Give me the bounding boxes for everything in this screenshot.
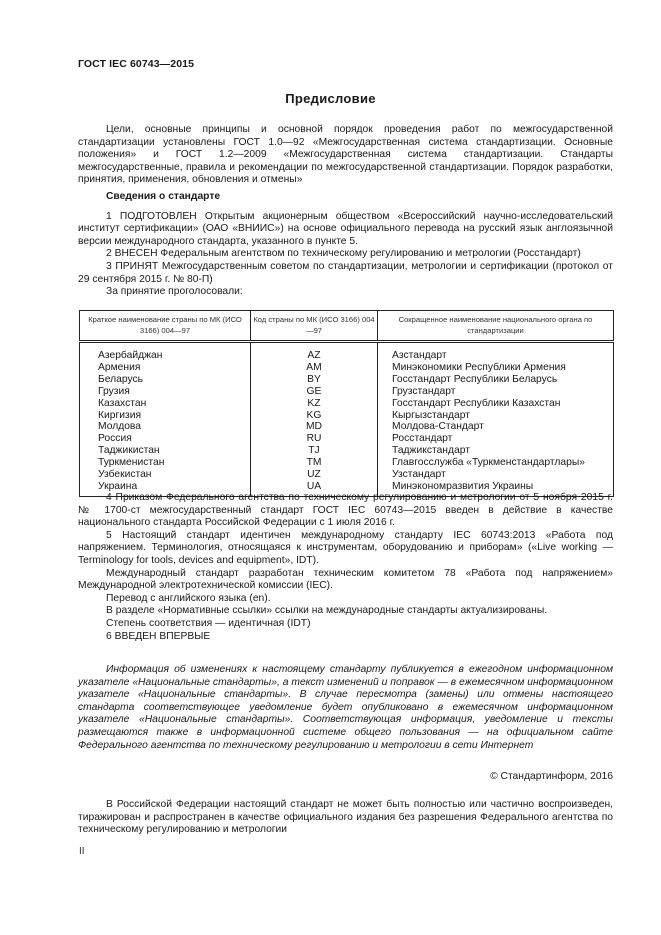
country-cell: Беларусь — [80, 374, 251, 386]
table-row — [80, 469, 614, 481]
country-cell: Грузия — [80, 386, 251, 398]
agency-cell: Кыргызстандарт — [378, 410, 614, 422]
code-cell: AM — [251, 362, 378, 374]
code-cell: KG — [251, 410, 378, 422]
table-row — [80, 410, 614, 422]
agency-cell: Госстандарт Республики Казахстан — [378, 398, 614, 410]
intro-section — [78, 124, 613, 187]
table-header-row — [80, 311, 614, 342]
country-cell: Туркменистан — [80, 457, 251, 469]
country-cell: Киргизия — [80, 410, 251, 422]
restriction-paragraph: В Российской Федерации настоящий стандарт не может быть полностью или частично воспроизведен, тиражирован и распространен в качестве официального издания без разрешения Федерального агентства по техническому регулированию и метрологии — [78, 799, 613, 836]
code-cell: BY — [251, 374, 378, 386]
table-row — [80, 421, 614, 433]
implementation-section — [78, 492, 613, 643]
agency-cell: Узстандарт — [378, 469, 614, 481]
column-header-code: Код страны по МК (ИСО 3166) 004—97 — [251, 311, 378, 342]
code-cell: UA — [251, 481, 378, 496]
table-row — [80, 398, 614, 410]
agency-cell: Главгосслужба «Туркменстандартлары» — [378, 457, 614, 469]
item-4-paragraph: 4 Приказом Федерального агентства по техническому регулированию и метрологии от 5 ноября 2015 г. № 1700-ст межгосударственный стандарт ГОСТ IEC 60743—2015 введен в действие в качестве национального стандарта Российской Федерации с 1 июля 2016 г. — [78, 492, 613, 529]
table-row — [80, 374, 614, 386]
column-header-country: Краткое наименование страны по МК (ИСО 3166) 004—97 — [80, 311, 251, 342]
item-5-references-paragraph: В разделе «Нормативные ссылки» ссылки на международные стандарты актуализированы. — [106, 605, 548, 617]
copyright-text: © Стандартинформ, 2016 — [490, 771, 613, 782]
document-code: ГОСТ IEC 60743—2015 — [78, 58, 195, 70]
code-cell: MD — [251, 421, 378, 433]
item-6-paragraph: 6 ВВЕДЕН ВПЕРВЫЕ — [106, 630, 211, 642]
agency-cell: Молдова-Стандарт — [378, 421, 614, 433]
copyright-line — [78, 771, 613, 784]
page-number: II — [79, 846, 85, 857]
item-3-paragraph: 3 ПРИНЯТ Межгосударственным советом по стандартизации, метрологии и сертификации (протокол от 29 сентября 2015 г. № 80-П) — [78, 260, 613, 285]
agency-cell: Госстандарт Республики Беларусь — [378, 374, 614, 386]
voting-table — [79, 310, 614, 497]
standard-info-section — [78, 191, 613, 299]
table-row — [80, 457, 614, 469]
agency-cell: Грузстандарт — [378, 386, 614, 398]
info-heading: Сведения о стандарте — [106, 191, 221, 202]
column-header-agency: Сокращенное наименование национального органа по стандартизации — [378, 311, 614, 342]
code-cell: TM — [251, 457, 378, 469]
country-cell: Россия — [80, 433, 251, 445]
page-title: Предисловие — [285, 91, 376, 106]
agency-cell: Минэкономики Республики Армения — [378, 362, 614, 374]
table-row — [80, 362, 614, 374]
agency-cell: Минэкономразвития Украины — [378, 481, 614, 496]
country-cell: Украина — [80, 481, 251, 496]
notice-paragraph: Информация об изменениях к настоящему стандарту публикуется в ежегодном информационном указателе «Национальные стандарты», а текст изменений и поправок — в ежемесячном информационном указателе «Национальные стандарты». В случае пересмотра (замены) или отмены настоящего стандарта соответствующее уведомление будет опубликовано в ежемесячном информационном указателе «Национальные стандарты». Соответствующая информация, уведомление и тексты размещаются также в информационной системе общего пользования — на официальном сайте Федерального агентства по техническому регулированию и метрологии в сети Интернет — [78, 664, 613, 751]
country-cell: Азербайджан — [80, 342, 251, 362]
table-row — [80, 445, 614, 457]
item-5-committee-paragraph: Международный стандарт разработан техническим комитетом 78 «Работа под напряжением» Международной электротехнической комиссии (IEC). — [78, 567, 613, 592]
vote-label: За принятие проголосовали: — [106, 286, 243, 298]
country-cell: Узбекистан — [80, 469, 251, 481]
table-row — [80, 433, 614, 445]
code-cell: AZ — [251, 342, 378, 362]
item-5-paragraph: 5 Настоящий стандарт идентичен международному стандарту IEC 60743:2013 «Работа под напряжением. Терминология, относящаяся к инструментам, оборудованию и приборам» («Live working — Terminology for tools, devices and equipment», IDT). — [78, 529, 613, 566]
item-2-paragraph: 2 ВНЕСЕН Федеральным агентством по техническому регулированию и метрологии (Росстандарт) — [106, 248, 581, 260]
table-row — [80, 386, 614, 398]
code-cell: UZ — [251, 469, 378, 481]
country-cell: Армения — [80, 362, 251, 374]
table-row — [80, 342, 614, 362]
item-1-paragraph: 1 ПОДГОТОВЛЕН Открытым акционерным обществом «Всероссийский научно-исследовательский институт сертификации» (ОАО «ВНИИС») на основе официального перевода на русский язык англоязычной версии международного стандарта, указанного в пункте 5. — [78, 210, 613, 247]
item-5-conformity-paragraph: Степень соответствия — идентичная (IDT) — [106, 617, 311, 629]
notice-section — [78, 664, 613, 752]
code-cell: KZ — [251, 398, 378, 410]
country-cell: Таджикистан — [80, 445, 251, 457]
country-cell: Казахстан — [80, 398, 251, 410]
code-cell: TJ — [251, 445, 378, 457]
item-5-translation-paragraph: Перевод с английского языка (en). — [106, 592, 271, 604]
code-cell: RU — [251, 433, 378, 445]
intro-paragraph: Цели, основные принципы и основной порядок проведения работ по межгосударственной стандартизации установлены ГОСТ 1.0—92 «Межгосударственная система стандартизации. Основные положения» и ГОСТ 1.2—2009 «Межгосударственная система стандартизации. Стандарты межгосударственные, правила и рекомендации по межгосударственной стандартизации. Порядок разработки, принятия, применения, обновления и отмены» — [78, 124, 613, 186]
agency-cell: Таджикстандарт — [378, 445, 614, 457]
agency-cell: Азстандарт — [378, 342, 614, 362]
agency-cell: Росстандарт — [378, 433, 614, 445]
code-cell: GE — [251, 386, 378, 398]
restriction-section — [78, 799, 613, 837]
country-cell: Молдова — [80, 421, 251, 433]
